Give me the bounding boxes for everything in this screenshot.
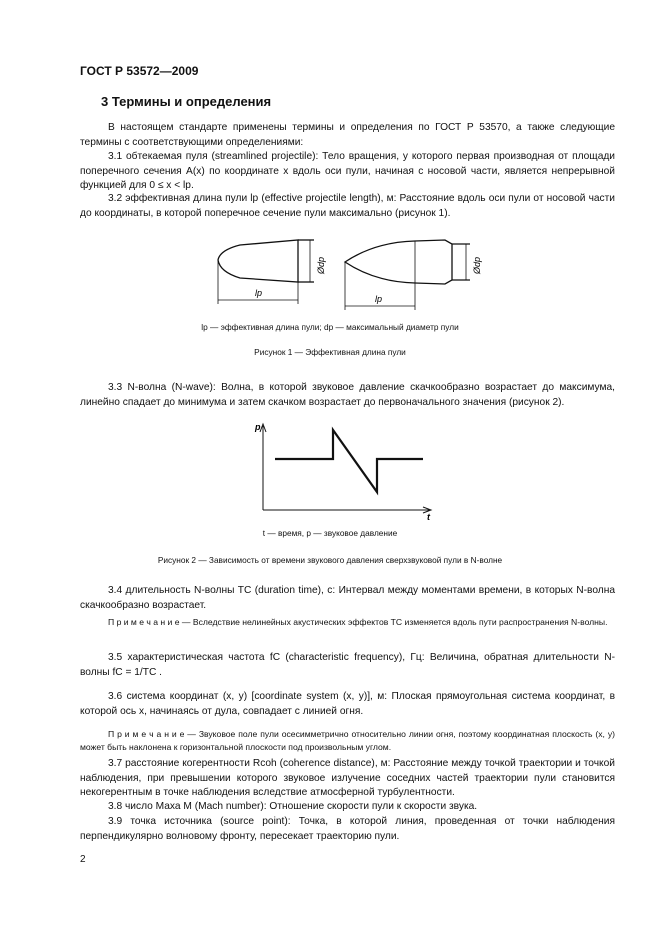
fig1-lp-left: lp: [255, 288, 263, 298]
term-3-3: 3.3 N-волна (N-wave): Волна, в которой звуковое давление скачкообразно возрастает до максимума, линейно спадает до минимума и затем скачком возрастает до первоначального значения (рисунок 2).: [80, 382, 615, 408]
term-3-5: 3.5 характеристическая частота fC (characteristic frequency), Гц: Величина, обратная длительности N-волны fC = 1/TC .: [80, 652, 615, 678]
note-3-6: П р и м е ч а н и е — Звуковое поле пули осесимметрично относительно линии огня, поэтому координатная плоскость (x, y) может быть наклонена к горизонтальной плоскости под произвольным углом.: [80, 729, 615, 752]
term-3-9: 3.9 точка источника (source point): Точка, в которой линия, проведенная от точки наблюдения перпендикулярно волновому фронту, пересекает траекторию пули.: [80, 816, 615, 842]
term-3-8: 3.8 число Маха M (Mach number): Отношение скорости пули к скорости звука.: [108, 801, 478, 812]
page-number: 2: [80, 854, 86, 865]
figure-1-caption: Рисунок 1 — Эффективная длина пули: [254, 347, 406, 357]
term-3-6: 3.6 система координат (x, y) [coordinate system (x, y)], м: Плоская прямоугольная система координат, в которой ось x, начинаясь от дула, совпадает с линией огня.: [80, 691, 615, 717]
fig1-lp-right: lp: [375, 294, 383, 304]
figure-2-n-wave: [255, 420, 445, 520]
document-header: ГОСТ Р 53572—2009: [80, 64, 199, 78]
section-title: 3 Термины и определения: [101, 94, 272, 109]
figure-2-caption: Рисунок 2 — Зависимость от времени звукового давления сверхзвуковой пули в N-волне: [157, 555, 503, 565]
fig2-axis-p: p: [255, 422, 261, 432]
figure-1-projectiles: [200, 232, 500, 317]
term-3-2: 3.2 эффективная длина пули lp (effective projectile length), м: Расстояние вдоль оси пули от носовой части до координаты, в которой поперечное сечение пули максимально (рисунок 1).: [80, 193, 615, 219]
note-3-4: П р и м е ч а н и е — Вследствие нелинейных акустических эффектов TC изменяется вдоль пути распространения N-волны.: [108, 617, 608, 627]
term-3-4: 3.4 длительность N-волны TC (duration time), с: Интервал между моментами времени, в которых N-волна скачкообразно возрастает.: [80, 585, 615, 611]
term-3-7: 3.7 расстояние когерентности Rcoh (coherence distance), м: Расстояние между точкой траектории и точкой наблюдения, при превышении которого звуковое излучение соседних частей траектории пули становится некогерентным в точке наблюдения вследствие атмосферной турбулентности.: [80, 758, 615, 798]
fig1-dp-left: Ødp: [316, 256, 326, 274]
fig2-axis-t: t: [427, 512, 430, 522]
fig1-dp-right: Ødp: [472, 256, 482, 274]
figure-2-legend: t — время, p — звуковое давление: [262, 528, 398, 538]
term-3-1: 3.1 обтекаемая пуля (streamlined projectile): Тело вращения, у которого первая производная от площади поперечного сечения A(x) по координате x вдоль оси пули, начиная с носовой части, является непрерывной функцией для 0 ≤ x < lp.: [80, 151, 615, 191]
figure-1-legend: lp — эффективная длина пули; dp — максимальный диаметр пули: [201, 322, 459, 332]
intro-paragraph: В настоящем стандарте применены термины и определения по ГОСТ Р 53570, а также следующие термины с соответствующими определениями:: [80, 122, 615, 148]
